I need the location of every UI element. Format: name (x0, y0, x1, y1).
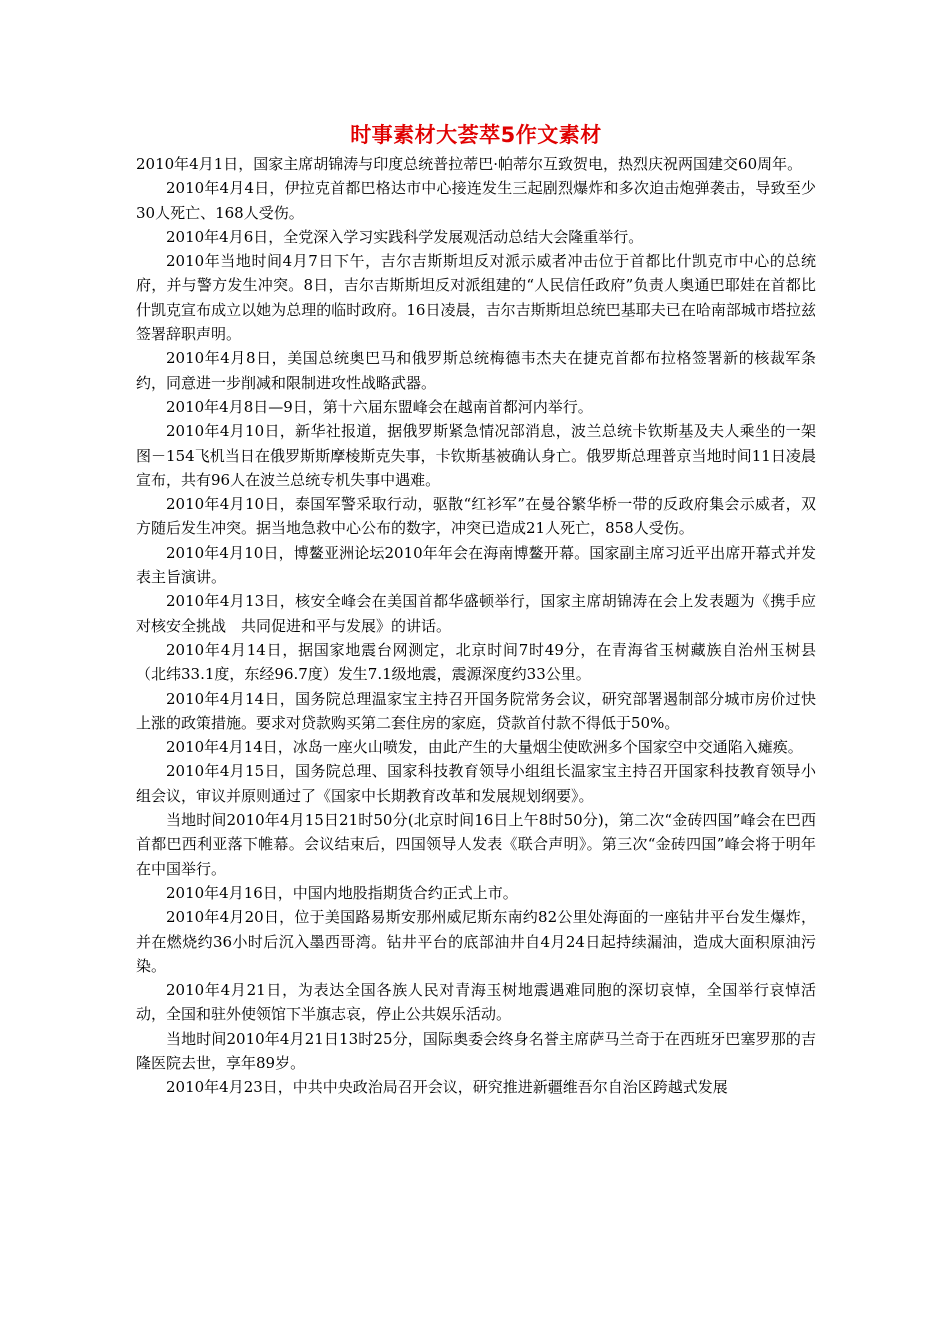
document-body (136, 152, 816, 1100)
paragraph: 2010年4月8日—9日，第十六届东盟峰会在越南首都河内举行。 (166, 397, 593, 416)
paragraph: 2010年4月14日，冰岛一座火山喷发，由此产生的大量烟尘使欧洲多个国家空中交通陷入瘫痪。 (166, 738, 803, 757)
paragraph: 当地时间2010年4月21日13时25分，国际奥委会终身名誉主席萨马兰奇于在西班牙巴塞罗那的吉隆医院去世，享年89岁。 (136, 1029, 816, 1072)
paragraph: 2010年4月16日，中国内地股指期货合约正式上市。 (166, 883, 518, 902)
paragraph: 2010年4月8日，美国总统奥巴马和俄罗斯总统梅德韦杰夫在捷克首都布拉格签署新的核裁军条约，同意进一步削减和限制进攻性战略武器。 (136, 349, 816, 392)
paragraph: 2010年当地时间4月7日下午，吉尔吉斯斯坦反对派示威者冲击位于首都比什凯克市中心的总统府，并与警方发生冲突。8日，吉尔吉斯斯坦反对派组建的“人民信任政府”负责人奥通巴耶娃在首都比什凯克宣布成立以她为总理的临时政府。16日凌晨，吉尔吉斯斯坦总统巴基耶夫已在哈南部城市塔拉兹签署辞职声明。 (136, 252, 816, 344)
paragraph: 2010年4月6日，全党深入学习实践科学发展观活动总结大会隆重举行。 (166, 227, 644, 246)
paragraph: 2010年4月4日，伊拉克首都巴格达市中心接连发生三起剧烈爆炸和多次迫击炮弹袭击，导致至少30人死亡、168人受伤。 (136, 179, 816, 222)
paragraph: 当地时间2010年4月15日21时50分(北京时间16日上午8时50分)，第二次“金砖四国”峰会在巴西首都巴西利亚落下帷幕。会议结束后，四国领导人发表《联合声明》。第三次“金砖四国”峰会将于明年在中国举行。 (136, 811, 816, 878)
paragraph: 2010年4月21日，为表达全国各族人民对青海玉树地震遇难同胞的深切哀悼，全国举行哀悼活动，全国和驻外使领馆下半旗志哀，停止公共娱乐活动。 (136, 981, 816, 1024)
paragraph: 2010年4月1日，国家主席胡锦涛与印度总统普拉蒂巴·帕蒂尔互致贺电，热烈庆祝两国建交60周年。 (136, 155, 803, 173)
paragraph: 2010年4月10日，博鳌亚洲论坛2010年年会在海南博鳌开幕。国家副主席习近平出席开幕式并发表主旨演讲。 (136, 543, 816, 587)
paragraph: 2010年4月10日，泰国军警采取行动，驱散“红衫军”在曼谷繁华桥一带的反政府集会示威者，双方随后发生冲突。据当地急救中心公布的数字，冲突已造成21人死亡，858人受伤。 (136, 495, 816, 538)
paragraph: 2010年4月10日，新华社报道，据俄罗斯紧急情况部消息，波兰总统卡钦斯基及夫人乘坐的一架图－154飞机当日在俄罗斯斯摩棱斯克失事，卡钦斯基被确认身亡。俄罗斯总理普京当地时间11日凌晨宣布，共有96人在波兰总统专机失事中遇难。 (136, 422, 816, 489)
paragraph: 2010年4月13日，核安全峰会在美国首都华盛顿举行，国家主席胡锦涛在会上发表题为《携手应对核安全挑战 共同促进和平与发展》的讲话。 (136, 592, 816, 635)
document-page (136, 118, 816, 1100)
paragraph: 2010年4月14日，国务院总理温家宝主持召开国务院常务会议，研究部署遏制部分城市房价过快上涨的政策措施。要求对贷款购买第二套住房的家庭，贷款首付款不得低于50%。 (136, 689, 816, 732)
paragraph: 2010年4月15日，国务院总理、国家科技教育领导小组组长温家宝主持召开国家科技教育领导小组会议，审议并原则通过了《国家中长期教育改革和发展规划纲要》。 (136, 762, 816, 805)
document-title: 时事素材大荟萃5作文素材 (350, 123, 602, 147)
paragraph: 2010年4月23日，中共中央政治局召开会议，研究推进新疆维吾尔自治区跨越式发展 (166, 1078, 728, 1097)
paragraph: 2010年4月20日，位于美国路易斯安那州威尼斯东南约82公里处海面的一座钻井平台发生爆炸，并在燃烧约36小时后沉入墨西哥湾。钻井平台的底部油井自4月24日起持续漏油，造成大面积原油污染。 (136, 908, 816, 975)
paragraph: 2010年4月14日，据国家地震台网测定，北京时间7时49分，在青海省玉树藏族自治州玉树县（北纬33.1度，东经96.7度）发生7.1级地震，震源深度约33公里。 (136, 640, 816, 684)
